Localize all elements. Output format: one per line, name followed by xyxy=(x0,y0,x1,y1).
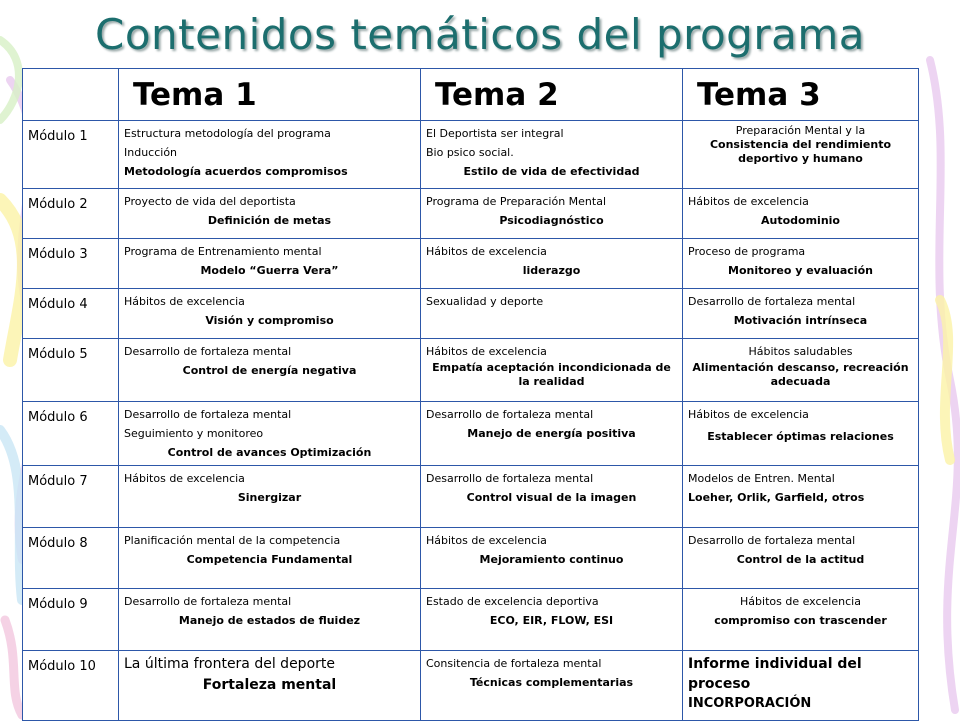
cell-line: Modelos de Entren. Mental xyxy=(688,472,835,485)
cell-line: Planificación mental de la competencia xyxy=(124,534,341,547)
tema2-cell xyxy=(421,402,683,466)
cell-line: Hábitos de excelencia xyxy=(124,295,245,308)
header-tema-2: Tema 2 xyxy=(421,69,683,121)
cell-line: Hábitos de excelencia xyxy=(124,472,245,485)
cell-line: Preparación Mental y la xyxy=(735,124,866,137)
cell-line-bold: Sinergizar xyxy=(237,491,302,504)
table-row xyxy=(23,189,919,239)
tema1-cell xyxy=(119,651,421,721)
table-row xyxy=(23,589,919,651)
table-row xyxy=(23,402,919,466)
cell-line-bold: Empatía aceptación incondicionada de la realidad xyxy=(432,361,671,388)
cell-line-bold: liderazgo xyxy=(522,264,581,277)
cell-line: Desarrollo de fortaleza mental xyxy=(124,408,292,421)
cell-line: Bio psico social. xyxy=(426,146,514,159)
tema2-cell xyxy=(421,239,683,289)
cell-line: Desarrollo de fortaleza mental xyxy=(688,295,856,308)
cell-line-bold: Visión y compromiso xyxy=(205,314,334,327)
cell-line-bold: Consistencia del rendimiento deportivo y humano xyxy=(709,138,892,165)
tema3-cell xyxy=(683,402,919,466)
tema1-cell xyxy=(119,589,421,651)
cell-line-bold: Control visual de la imagen xyxy=(466,491,637,504)
tema3-cell xyxy=(683,289,919,339)
cell-line-bold: Monitoreo y evaluación xyxy=(728,264,873,277)
cell-line-bold: Competencia Fundamental xyxy=(186,553,353,566)
cell-line-bold: Estilo de vida de efectividad xyxy=(463,165,640,178)
cell-line-bold: Control de la actitud xyxy=(736,553,865,566)
cell-line-bold: Control de avances Optimización xyxy=(167,446,372,459)
cell-line: Desarrollo de fortaleza mental xyxy=(124,595,292,608)
module-label: Módulo 4 xyxy=(23,289,119,339)
cell-line: Inducción xyxy=(124,146,178,159)
cell-line: Hábitos saludables xyxy=(748,345,853,358)
module-label: Módulo 10 xyxy=(23,651,119,721)
tema3-cell xyxy=(683,589,919,651)
tema1-cell xyxy=(119,189,421,239)
cell-line-bold: compromiso con trascender xyxy=(714,614,887,627)
cell-line: Sexualidad y deporte xyxy=(426,295,544,308)
cell-line: Hábitos de excelencia xyxy=(688,195,809,208)
tema2-cell xyxy=(421,289,683,339)
cell-line: La última frontera del deporte xyxy=(124,656,335,672)
module-label: Módulo 8 xyxy=(23,528,119,589)
tema1-cell xyxy=(119,528,421,589)
tema3-cell xyxy=(683,651,919,721)
tema3-cell xyxy=(683,239,919,289)
table-row xyxy=(23,466,919,528)
module-label: Módulo 2 xyxy=(23,189,119,239)
table-row xyxy=(23,289,919,339)
tema1-cell xyxy=(119,402,421,466)
tema1-cell xyxy=(119,121,421,189)
tema3-cell xyxy=(683,189,919,239)
cell-line: Hábitos de excelencia xyxy=(426,534,547,547)
cell-line-bold: INCORPORACIÓN xyxy=(688,696,812,711)
table-row xyxy=(23,651,919,721)
cell-line-bold: Mejoramiento continuo xyxy=(479,553,624,566)
cell-line: Hábitos de excelencia xyxy=(740,595,861,608)
cell-line: Hábitos de excelencia xyxy=(688,408,809,421)
cell-line-bold: Establecer óptimas relaciones xyxy=(707,430,894,443)
tema2-cell xyxy=(421,189,683,239)
tema1-cell xyxy=(119,239,421,289)
tema2-cell xyxy=(421,466,683,528)
cell-line-bold: ECO, EIR, FLOW, ESI xyxy=(489,614,614,627)
tema2-cell xyxy=(421,339,683,402)
table-row xyxy=(23,528,919,589)
cell-line-bold: Psicodiagnóstico xyxy=(499,214,604,227)
header-tema-1: Tema 1 xyxy=(119,69,421,121)
tema2-cell xyxy=(421,528,683,589)
cell-line: El Deportista ser integral xyxy=(426,127,564,140)
tema2-cell xyxy=(421,651,683,721)
module-label: Módulo 9 xyxy=(23,589,119,651)
cell-line-bold: Motivación intrínseca xyxy=(733,314,868,327)
cell-line-bold: Control de energía negativa xyxy=(182,364,357,377)
cell-line-bold: Modelo “Guerra Vera” xyxy=(200,264,339,277)
cell-line-bold: Informe individual del proceso xyxy=(688,656,862,692)
program-content-table xyxy=(22,68,919,721)
cell-line: Estructura metodología del programa xyxy=(124,127,331,140)
cell-line: Desarrollo de fortaleza mental xyxy=(688,534,856,547)
cell-line-bold: Loeher, Orlik, Garfield, otros xyxy=(688,491,865,504)
cell-line: Hábitos de excelencia xyxy=(426,245,547,258)
cell-line-bold: Fortaleza mental xyxy=(202,677,337,693)
tema1-cell xyxy=(119,466,421,528)
module-label: Módulo 1 xyxy=(23,121,119,189)
cell-line-bold: Técnicas complementarias xyxy=(469,676,634,689)
module-label: Módulo 7 xyxy=(23,466,119,528)
cell-line: Proceso de programa xyxy=(688,245,806,258)
cell-line-bold: Metodología acuerdos compromisos xyxy=(124,165,348,178)
cell-line-bold: Autodominio xyxy=(761,214,840,227)
cell-line-bold: Alimentación descanso, recreación adecuada xyxy=(692,361,909,388)
tema3-cell xyxy=(683,339,919,402)
tema3-cell xyxy=(683,466,919,528)
tema3-cell xyxy=(683,121,919,189)
cell-line: Consitencia de fortaleza mental xyxy=(426,657,602,670)
page-title: Contenidos temáticos del programa xyxy=(95,10,865,59)
module-label: Módulo 6 xyxy=(23,402,119,466)
module-label: Módulo 5 xyxy=(23,339,119,402)
header-tema-3: Tema 3 xyxy=(683,69,919,121)
tema3-cell xyxy=(683,528,919,589)
tema1-cell xyxy=(119,289,421,339)
module-label: Módulo 3 xyxy=(23,239,119,289)
table-row xyxy=(23,121,919,189)
cell-line: Desarrollo de fortaleza mental xyxy=(124,345,292,358)
cell-line: Desarrollo de fortaleza mental xyxy=(426,472,594,485)
table-row xyxy=(23,339,919,402)
cell-line: Proyecto de vida del deportista xyxy=(124,195,296,208)
cell-line: Hábitos de excelencia xyxy=(426,345,547,358)
table-row xyxy=(23,239,919,289)
cell-line: Programa de Preparación Mental xyxy=(426,195,607,208)
cell-line-bold: Manejo de energía positiva xyxy=(467,427,636,440)
cell-line: Programa de Entrenamiento mental xyxy=(124,245,322,258)
cell-line: Seguimiento y monitoreo xyxy=(124,427,264,440)
tema2-cell xyxy=(421,121,683,189)
cell-line: Estado de excelencia deportiva xyxy=(426,595,599,608)
tema1-cell xyxy=(119,339,421,402)
tema2-cell xyxy=(421,589,683,651)
cell-line-bold: Manejo de estados de fluidez xyxy=(178,614,361,627)
cell-line-bold: Definición de metas xyxy=(207,214,332,227)
cell-line: Desarrollo de fortaleza mental xyxy=(426,408,594,421)
table-header-row xyxy=(23,69,919,121)
header-corner-cell xyxy=(23,69,119,121)
